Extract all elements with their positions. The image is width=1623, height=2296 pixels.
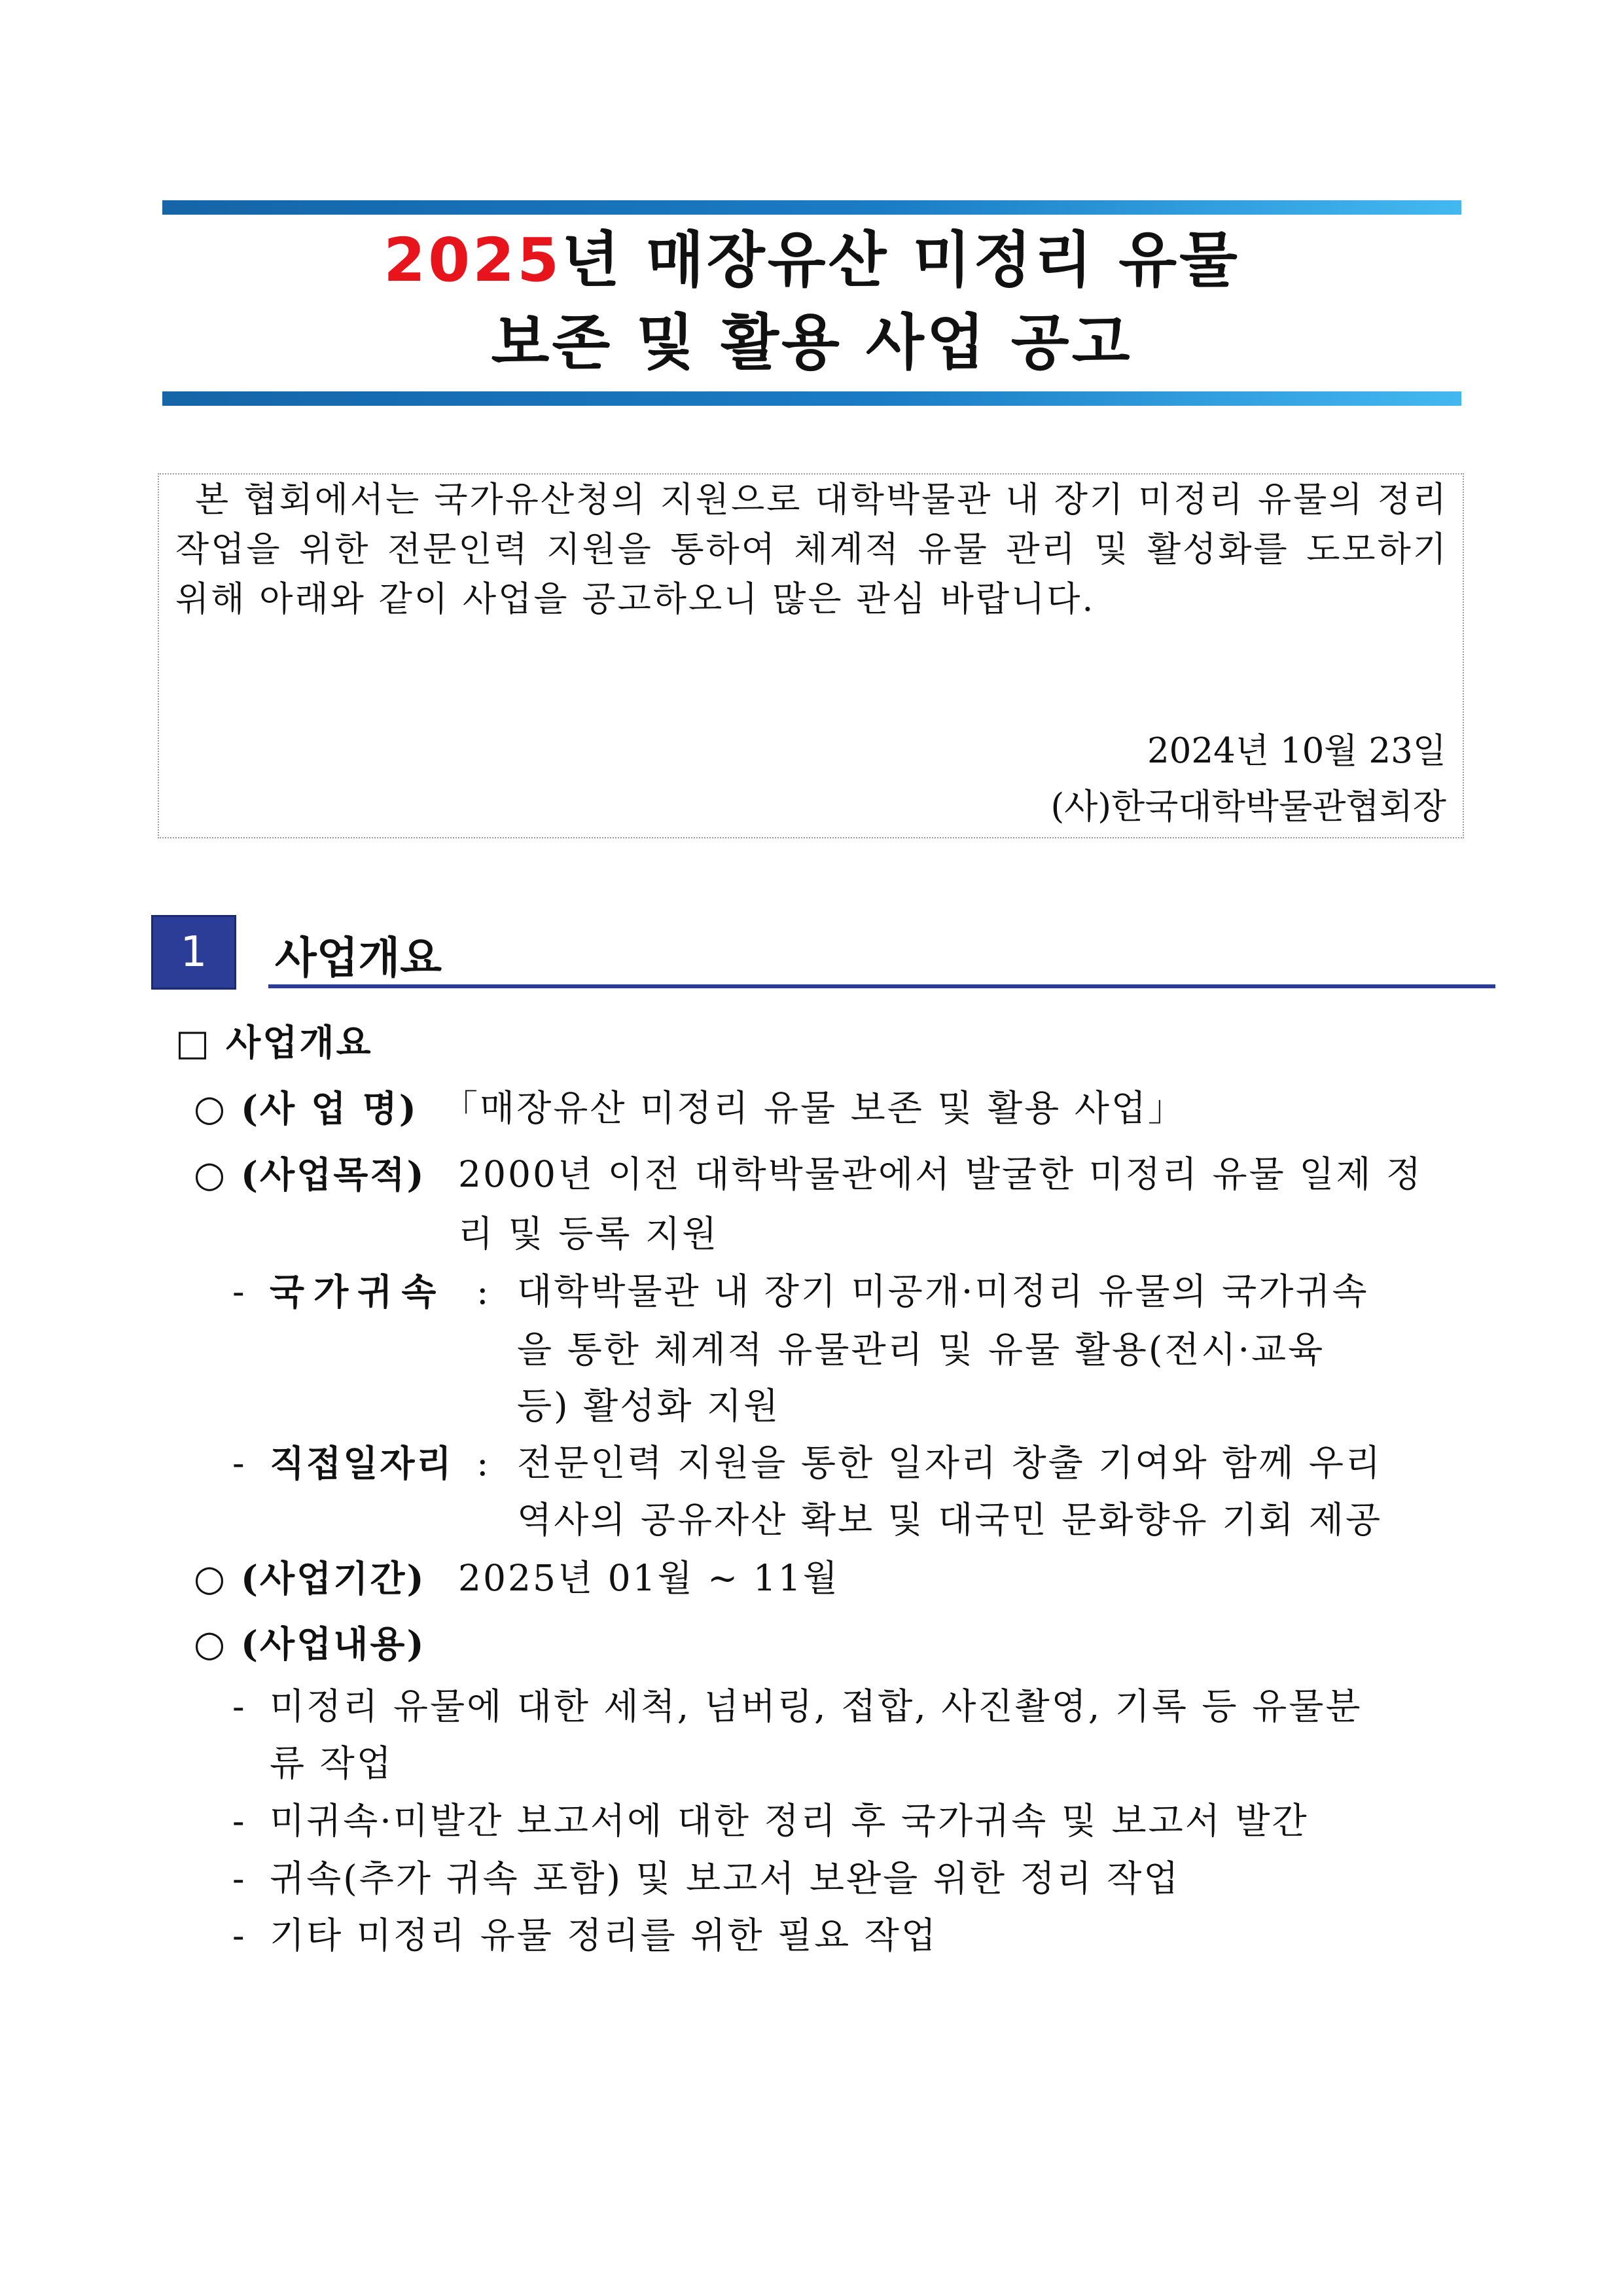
sub1-line-1: 대학박물관 내 장기 미공개·미정리 유물의 국가귀속 xyxy=(517,1270,1369,1312)
name-value: 「매장유산 미정리 유물 보존 및 활용 사업」 xyxy=(442,1087,1186,1129)
circle-bullet-icon: ○ xyxy=(194,1623,227,1664)
purpose-line-2: 리 및 등록 지원 xyxy=(458,1213,719,1255)
content-label: (사업내용) xyxy=(241,1623,426,1665)
title-line-2: 보존 및 활용 사업 공고 xyxy=(491,308,1133,378)
intro-date: 2024년 10월 23일 xyxy=(1147,731,1446,771)
circle-bullet-icon: ○ xyxy=(194,1087,227,1129)
sub2-line-1: 전문인력 지원을 통한 일자리 창출 기여와 함께 우리 xyxy=(517,1442,1383,1484)
title-line-1-rest: 년 매장유산 미정리 유물 xyxy=(562,225,1240,295)
colon: : xyxy=(476,1270,491,1312)
dash-bullet: - xyxy=(232,1914,247,1956)
dash-bullet: - xyxy=(232,1442,247,1484)
content-item-continued: 류 작업 xyxy=(270,1742,393,1784)
purpose-line-1: 2000년 이전 대학박물관에서 발굴한 미정리 유물 일제 정 xyxy=(458,1153,1423,1195)
content-item: 미귀속·미발간 보고서에 대한 정리 후 국가귀속 및 보고서 발간 xyxy=(270,1800,1309,1842)
content-item: 미정리 유물에 대한 세척, 넘버링, 접합, 사진촬영, 기록 등 유물분 xyxy=(270,1685,1363,1727)
title-line-1 xyxy=(162,225,1461,295)
circle-bullet-icon: ○ xyxy=(194,1557,227,1599)
intro-text: 본 협회에서는 국가유산청의 지원으로 대학박물관 내 장기 미정리 유물의 정리 작업을 위한 전문인력 지원을 통하여 체계적 유물 관리 및 활성화를 도모하기 위해 아래와 같이 사업을 공고하오니 많은 관심 바랍니다. xyxy=(175,480,1448,619)
dash-bullet: - xyxy=(232,1270,247,1312)
dash-bullet: - xyxy=(232,1800,247,1842)
content-item: 기타 미정리 유물 정리를 위한 필요 작업 xyxy=(270,1914,938,1956)
content-item: 귀속(추가 귀속 포함) 및 보고서 보완을 위한 정리 작업 xyxy=(270,1857,1181,1899)
sub2-line-2: 역사의 공유자산 확보 및 대국민 문화향유 기회 제공 xyxy=(517,1499,1383,1541)
colon: : xyxy=(476,1442,491,1484)
sub1-line-3: 등) 활성화 지원 xyxy=(517,1385,781,1427)
title-bottom-bar xyxy=(162,391,1461,406)
intro-org: (사)한국대학박물관협회장 xyxy=(1050,787,1446,827)
square-bullet-icon: □ xyxy=(175,1022,211,1064)
dash-bullet: - xyxy=(232,1685,247,1727)
title-year: 2025 xyxy=(383,225,562,295)
section-rule xyxy=(268,984,1495,988)
title-top-bar xyxy=(162,200,1461,215)
section-title: 사업개요 xyxy=(275,933,442,983)
sub2-label: 직접일자리 xyxy=(270,1442,454,1484)
sub1-label: 국가귀속 xyxy=(270,1270,446,1313)
purpose-label: (사업목적) xyxy=(241,1153,426,1196)
section-number-badge: 1 xyxy=(151,915,236,990)
overview-heading: □ 사업개요 xyxy=(175,1021,373,1064)
circle-bullet-icon: ○ xyxy=(194,1153,227,1195)
name-label: (사 업 명) xyxy=(241,1087,418,1130)
dash-bullet: - xyxy=(232,1857,247,1899)
period-value: 2025년 01월 ~ 11월 xyxy=(458,1557,840,1599)
period-label: (사업기간) xyxy=(241,1557,426,1600)
sub1-line-2: 을 통한 체계적 유물관리 및 유물 활용(전시·교육 xyxy=(517,1329,1325,1371)
